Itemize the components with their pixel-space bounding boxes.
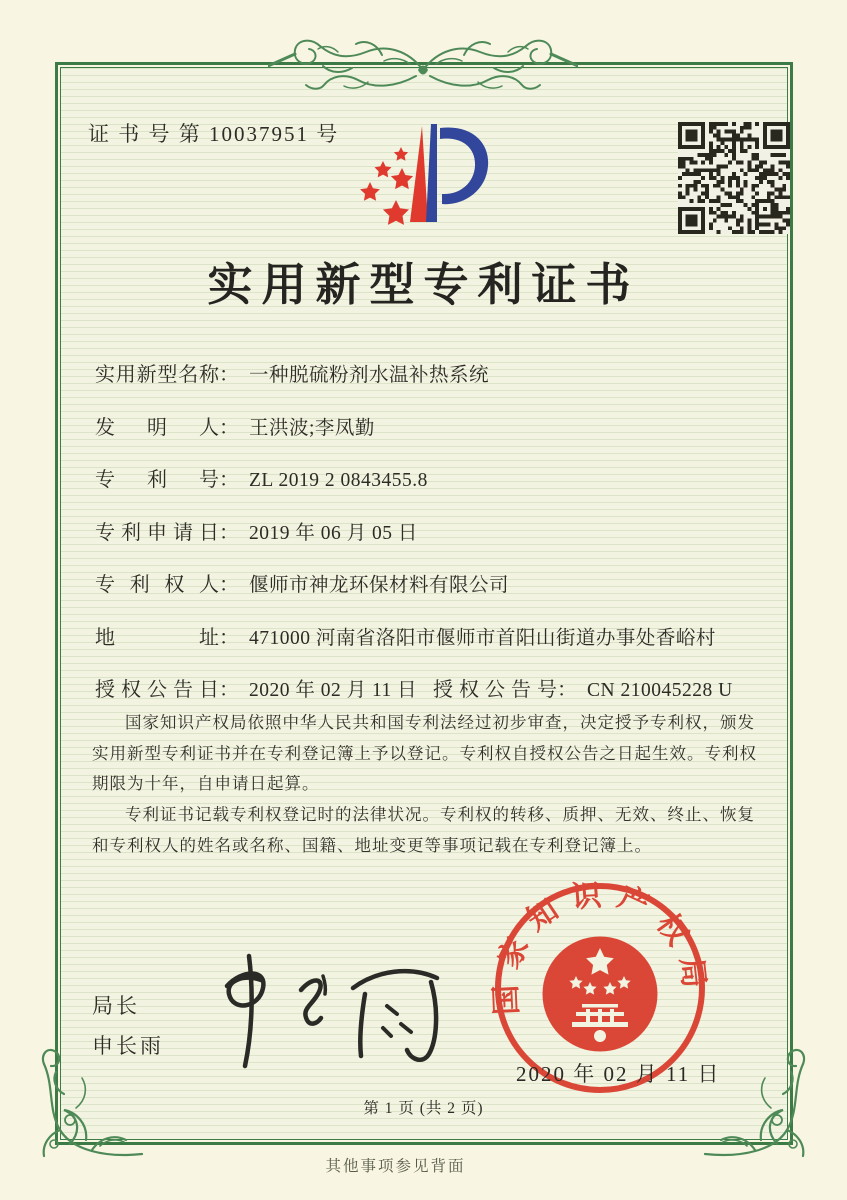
seal-date: 2020 年 02 月 11 日 — [516, 1062, 721, 1086]
field-label: 专利权人 — [95, 574, 219, 596]
field-label: 地址 — [95, 626, 219, 649]
field-list — [95, 362, 770, 730]
field-value: 一种脱硫粉剂水温补热系统 — [249, 365, 490, 386]
field-colon: ： — [557, 679, 577, 701]
field-label: 授权公告号 — [433, 679, 557, 701]
field-row-patentee — [95, 572, 770, 625]
field-colon: ： — [219, 416, 239, 439]
field-colon: ： — [219, 364, 239, 386]
cnipa-logo-icon — [338, 110, 518, 242]
field-value: CN 210045228 U — [587, 680, 733, 701]
director-name: 申长雨 — [92, 1034, 164, 1058]
field-colon: ： — [219, 469, 239, 491]
director-title: 局长 — [92, 994, 140, 1018]
field-value: 偃师市神龙环保材料有限公司 — [249, 575, 510, 596]
field-row-filing-date — [95, 520, 770, 573]
certificate-title: 实用新型专利证书 — [207, 260, 640, 310]
body-paragraph: 专利证书记载专利权登记时的法律状况。专利权的转移、质押、无效、终止、恢复和专利权人的姓名或名称、国籍、地址变更等事项记载在专利登记簿上。 — [92, 805, 755, 855]
page-indicator: 第 1 页 (共 2 页) — [363, 1100, 484, 1117]
body-paragraph: 国家知识产权局依照中华人民共和国专利法经过初步审查，决定授予专利权，颁发实用新型专利证书并在专利登记簿上予以登记。专利权自授权公告之日起生效。专利权期限为十年，自申请日起算。 — [92, 713, 757, 794]
field-colon: ： — [219, 679, 239, 701]
field-label: 授权公告日 — [95, 679, 219, 701]
grant-number-pair — [433, 677, 733, 704]
field-label: 专利号 — [95, 469, 219, 491]
field-value: ZL 2019 2 0843455.8 — [249, 470, 428, 491]
field-label: 实用新型名称 — [95, 364, 219, 386]
field-value: 2020 年 02 月 11 日 — [249, 680, 418, 701]
field-row-name — [95, 362, 770, 415]
field-value: 471000 河南省洛阳市偃师市首阳山街道办事处香峪村 — [249, 627, 716, 649]
certificate-number: 证 书 号 第 10037951 号 — [88, 122, 340, 146]
back-note: 其他事项参见背面 — [325, 1158, 466, 1175]
field-label: 发明人 — [95, 416, 219, 439]
field-row-inventor — [95, 415, 770, 468]
field-row-patent-no — [95, 467, 770, 520]
field-colon: ： — [219, 626, 239, 649]
svg-text:国家知识产权局: 国家知识产权局 — [489, 878, 712, 1016]
field-value: 王洪波;李凤勤 — [249, 417, 375, 439]
field-row-address — [95, 625, 770, 678]
field-label: 专利申请日 — [95, 521, 219, 544]
qr-code — [678, 122, 790, 234]
director-signature-icon — [205, 948, 455, 1073]
field-colon: ： — [219, 521, 239, 544]
field-colon: ： — [219, 574, 239, 596]
legal-text — [92, 708, 760, 861]
field-value: 2019 年 06 月 05 日 — [249, 522, 418, 544]
